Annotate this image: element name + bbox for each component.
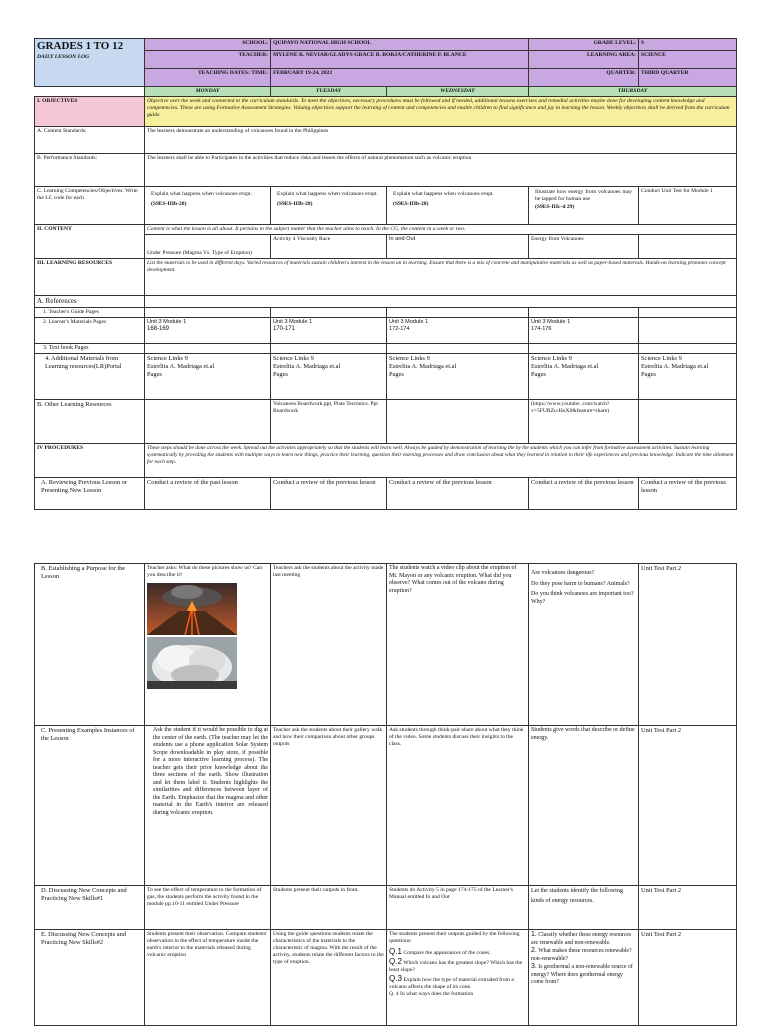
dll-table-procedures xyxy=(34,563,737,1026)
step-d-label: D. Discussing New Concepts and Practicing New Skills#1 xyxy=(35,886,145,930)
additional-monday: Science Links 9 Estrelita A. Madriaga et.al Pages xyxy=(145,354,271,400)
tb-monday xyxy=(145,343,271,354)
lm-tuesday: Unit 3 Module 1 170-171 xyxy=(271,317,387,343)
grade-level-label: GRADE LEVEL: xyxy=(529,39,639,51)
step-a-friday: Conduct a review of the previous lesson xyxy=(639,478,737,510)
additional-materials-label: 4. Additional Materials from Learning resources(LR)Portal xyxy=(35,354,145,400)
form-title xyxy=(35,39,145,87)
content-thursday: Energy from Volcanoes xyxy=(529,234,639,258)
content-standards-value: The learners demonstrate an understanding of volcanoes found in the Philippines xyxy=(145,127,737,154)
tb-wednesday xyxy=(387,343,529,354)
step-d-monday: To see the effect of temperature to the formation of gas, the students perform the activity found in the module pp.10-11 entitled Under Pressure xyxy=(145,886,271,930)
tg-monday xyxy=(145,307,271,317)
step-e-monday: Students present their observation. Compare students' observation to the effect of temperature inside the earth's interior to the materials released during volcanic eruption xyxy=(145,930,271,1026)
step-c-tuesday: Teacher ask the students about their gallery walk and how their comparison about other groups outputs xyxy=(271,726,387,886)
teachers-guide-label: 1. Teacher's Guide Pages xyxy=(35,307,145,317)
other-monday xyxy=(145,400,271,444)
step-c-monday: Ask the student if it would be possible to dig at the center of the earth. (The teacher may let the students use a phone application Solar System Scope downloadable in play store, if possible for a more interactive learning process). The teacher gets their prior knowledge about the three sections of the earth. Show illustration and let them label it. Students highlights the similarities and differences between layer of the Earth. Emphasize that the magma and other material in the Earth's interior are released during volcanic eruption. xyxy=(145,726,271,886)
content-heading: II. CONTENT xyxy=(35,225,145,259)
other-friday xyxy=(639,400,737,444)
step-a-monday: Conduct a review of the past lesson xyxy=(145,478,271,510)
tg-thursday xyxy=(529,307,639,317)
day-tuesday: TUESDAY xyxy=(271,87,387,97)
performance-standards-label: B. Performance Standards: xyxy=(35,154,145,187)
quarter-value: THIRD QUARTER xyxy=(639,69,737,87)
step-c-label: C. Presenting Examples Instances of the Lesson xyxy=(35,726,145,886)
quarter-label: QUARTER: xyxy=(529,69,639,87)
content-note: Content is what the lesson is all about. It pertains to the subject matter that the teacher aims to teach. In the CG, the content in a week or two. xyxy=(145,225,737,235)
other-thursday: (https://www.youtube .com/watch?v=5FURZu-HuX0&feature=share) xyxy=(529,400,639,444)
tg-tuesday xyxy=(271,307,387,317)
day-monday: MONDAY xyxy=(145,87,271,97)
dll-title: DAILY LESSON LOG xyxy=(37,53,90,60)
textbook-pages-label: 3. Text book Pages xyxy=(35,343,145,354)
additional-thursday: Science Links 9 Estrelita A. Madriaga et.al Pages xyxy=(529,354,639,400)
step-b-wednesday: The students watch a video clip about the eruption of Mt. Mayon or any volcanic eruption. What did you observe? What comes out of the volcano during eruption? xyxy=(387,564,529,726)
other-resources-label: B. Other Learning Resources xyxy=(35,400,145,444)
school-value: QUIPAYO NATIONAL HIGH SCHOOL xyxy=(271,39,529,51)
step-d-wednesday: Students do Activity 5 in page 174-175 of the Learner's Manual entitled In and Out xyxy=(387,886,529,930)
tb-friday xyxy=(639,343,737,354)
competency-tuesday: Explain what happens when volcanoes erupt. (S9ES-IIIb-28) xyxy=(271,187,387,225)
step-c-thursday: Students give words that describe or define energy. xyxy=(529,726,639,886)
content-standards-label: A. Content Standards: xyxy=(35,127,145,154)
dates-label: TEACHING DATES: TIME: xyxy=(145,69,271,87)
tb-tuesday xyxy=(271,343,387,354)
dates-value: FEBRUARY 19-24, 2023 xyxy=(271,69,529,87)
grades-heading: GRADES 1 TO 12 xyxy=(37,40,124,52)
ash-cloud-photo xyxy=(147,637,237,689)
step-c-wednesday: Ask students through think-pair-share about what they think of the video. Some students discuss their insights to the class. xyxy=(387,726,529,886)
step-e-friday: Unit Test Part 2 xyxy=(639,930,737,1026)
step-b-tuesday: Teachers ask the students about the activity made last meeting xyxy=(271,564,387,726)
content-friday xyxy=(639,234,737,258)
tb-thursday xyxy=(529,343,639,354)
erupting-volcano-photo xyxy=(147,583,237,635)
competency-thursday: Illustrate how energy from volcanoes may be tapped for human use (S9ES-IIIc-d 29) xyxy=(529,187,639,225)
objectives-heading: I. OBJECTIVES xyxy=(35,97,145,127)
step-a-wednesday: Conduct a review of the previous lesson xyxy=(387,478,529,510)
lm-monday: Unit 3 Module 1 168-169 xyxy=(145,317,271,343)
references-blank xyxy=(145,295,737,307)
teacher-label: TEACHER: xyxy=(145,51,271,69)
step-e-tuesday: Using the guide questions students relate the characteristics of the materials to the characteristic of magma. With the result of the activity, students relate the different factors to the type of eruption. xyxy=(271,930,387,1026)
school-label: SCHOOL: xyxy=(145,39,271,51)
learning-area-value: SCIENCE xyxy=(639,51,737,69)
step-a-thursday: Conduct a review of the previous lesson xyxy=(529,478,639,510)
step-d-thursday: Let the students identify the following kinds of energy resources. xyxy=(529,886,639,930)
step-a-label: A. Reviewing Previous Lesson or Presenting New Lesson xyxy=(35,478,145,510)
performance-standards-value: The learners shall be able to Participates in the activities that reduce risks and lessen the effects of natural phenomenon such as volcanic eruption xyxy=(145,154,737,187)
learners-materials-label: 2. Learner's Materials Pages xyxy=(35,317,145,343)
day-wednesday: WEDNESDAY xyxy=(387,87,529,97)
step-b-monday: Teacher asks: What do these pictures show us? Can you describe it? xyxy=(145,564,271,726)
step-e-wednesday: The students present their outputs guided by the following questions: Q.1 Compare the appearances of the cones. Q.2 Which volcano has the greatest slope? Which has the least slope? Q.3 Explain how the type of material extruded from a volcano affects the shape of its cone. Q. 4 In what ways does the formation xyxy=(387,930,529,1026)
resources-heading: III. LEARNING RESOURCES xyxy=(35,258,145,295)
competency-friday: Conduct Unit Test for Module 1 xyxy=(639,187,737,225)
lm-thursday: Unit 3 Module 1 174-176 xyxy=(529,317,639,343)
corner-blank xyxy=(35,87,145,97)
grade-level-value: 9 xyxy=(639,39,737,51)
day-thursday: THURSDAY xyxy=(529,87,737,97)
step-b-label: B. Establishing a Purpose for the Lesson xyxy=(35,564,145,726)
additional-tuesday: Science Links 9 Estrelita A. Madriaga et.al Pages xyxy=(271,354,387,400)
objectives-note: Objective over the week and connected to the curriculum standards. To meet the objectives, necessary procedures must be followed and if needed, additional lessons exercises and remedial activities maybe done for developing content knowledge and competencies. These are using Formative Assessment Strategies. Valuing objectives support the learning of content and competencies and enable children to find significance and joy in learning the lesson. Weekly objectives shall be derived from the curriculum guide. xyxy=(145,97,737,127)
competency-monday: Explain what happens when volcanoes erupt. (S9ES-IIIb-28) xyxy=(145,187,271,225)
tg-wednesday xyxy=(387,307,529,317)
other-wednesday xyxy=(387,400,529,444)
additional-friday: Science Links 9 Estrelita A. Madriaga et.al Pages xyxy=(639,354,737,400)
references-label: A. References xyxy=(35,295,145,307)
teacher-value: MYLENE R. NEVIAR/GLADYS GRACE B. BORJA/CATHERINE P. BLANCE xyxy=(271,51,529,69)
competency-wednesday: Explain what happens when volcanoes erupt. (S9ES-IIIb-28) xyxy=(387,187,529,225)
competencies-label: C. Learning Competencies/Objectives: Write the LC code for each xyxy=(35,187,145,225)
lm-friday xyxy=(639,317,737,343)
learning-area-label: LEARNING AREA: xyxy=(529,51,639,69)
content-tuesday: Activity 4 Viscosity Race xyxy=(271,234,387,258)
step-b-friday: Unit Test Part 2 xyxy=(639,564,737,726)
lm-wednesday: Unit 3 Module 1 172-174 xyxy=(387,317,529,343)
step-e-thursday: 1. Classify whether these energy resources are renewable and non-renewable. 2. What makes these resources renewable? non-renewable? 3. Is geothermal a non-renewable source of energy? Where does geothermal energy come from? xyxy=(529,930,639,1026)
dll-table-top xyxy=(34,38,737,510)
step-b-thursday: Are volcanoes dangerous? Do they pose harm to humans? Animals? Do you think volcanoes are important too? Why? xyxy=(529,564,639,726)
procedures-note: These steps should be done across the week. Spread out the activities appropriately so that the students will learn well. Always be guided by demonstration of learning the by the students which you can infer from formative assessment activities. Sustain learning systematically by providing the students with multiple ways to learn new things, practice their learning, question their learning processes and draw conclusion about what they learned in relation to their life experiences and previous knowledge. Indicate the time allotment for each step. xyxy=(145,444,737,478)
step-d-friday: Unit Test Part 2 xyxy=(639,886,737,930)
step-c-friday: Unit Test Part 2 xyxy=(639,726,737,886)
tg-friday xyxy=(639,307,737,317)
step-d-tuesday: Students present their outputs in front. xyxy=(271,886,387,930)
step-a-tuesday: Conduct a review of the previous lesson xyxy=(271,478,387,510)
resources-note: List the materials to be used in different days. Varied resources of materials sustain children's interest in the lesson an in learning. Ensure that there is a mix of concrete and manipulative materials as well as paper-based materials. Hands-on learning promotes concept development. xyxy=(145,258,737,295)
other-tuesday: Volcanoes Boardwork.ppt, Plate Tectonics. Ppt Boardwork xyxy=(271,400,387,444)
additional-wednesday: Science Links 9 Estrelita A. Madriaga et.al Pages xyxy=(387,354,529,400)
step-e-label: E. Discussing New Concepts and Practicing New Skills#2 xyxy=(35,930,145,1026)
procedures-heading: IV PROCEDURES xyxy=(35,444,145,478)
content-wednesday: In and Out xyxy=(387,234,529,258)
content-monday: Under Pressure (Magma Vs. Type of Eruption) xyxy=(145,234,271,258)
